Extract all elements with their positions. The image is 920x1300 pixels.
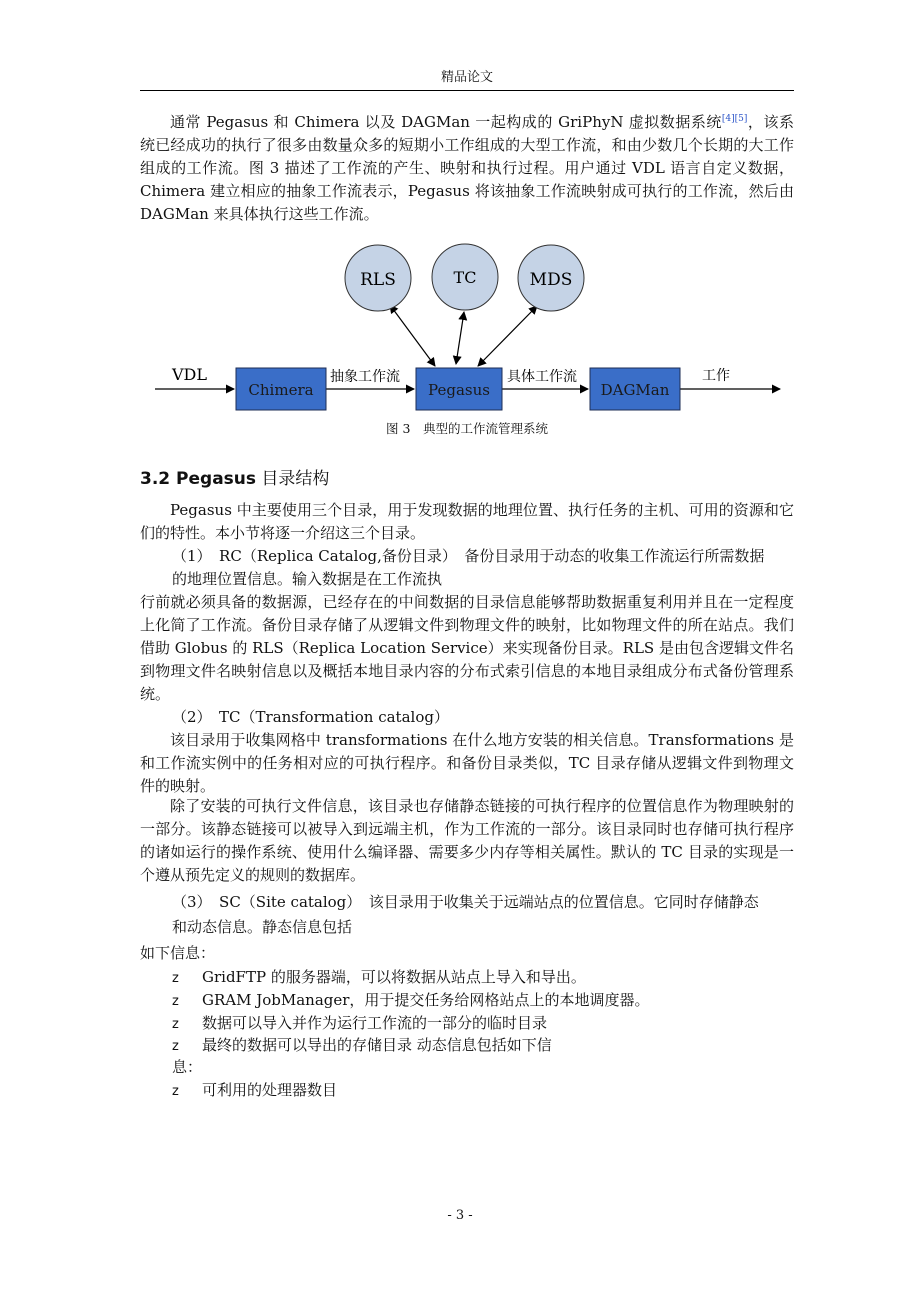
bullet-text: GRAM JobManager，用于提交任务给网格站点上的本地调度器。	[202, 991, 650, 1009]
bullet-text: 最终的数据可以导出的存储目录 动态信息包括如下信	[202, 1036, 552, 1054]
arrow-tc-pegasus	[456, 312, 464, 364]
intro-text-after: ，该系统已经成功的执行了很多由数量众多的短期小工作组成的大型工作流，和由少数几个长期的大工作组成的工作流。图 3 描述了工作流的产生、映射和执行过程。用户通过 VDL 语言自定义数据，Chimera 建立相应的抽象工作流表示，Pegasus 将该抽象工作流映射成可执行的工作流，然后由 DAGMan 来具体执行这些工作流。	[140, 113, 794, 223]
arrow-mds-pegasus	[478, 306, 537, 366]
circle-rls-label: RLS	[360, 270, 396, 290]
box-dagman	[590, 368, 680, 410]
bullet-mark: z	[172, 1017, 179, 1032]
bullet-mark: z	[172, 971, 179, 986]
circle-tc-label: TC	[453, 268, 477, 287]
list-item	[172, 966, 586, 990]
bullet-text: 可利用的处理器数目	[202, 1081, 338, 1099]
bullet-continuation: 息：	[172, 1058, 203, 1076]
list-item	[172, 1034, 552, 1058]
list-item	[172, 1079, 337, 1103]
rc-title-line-2: 的地理位置信息。输入数据是在工作流执	[172, 570, 443, 588]
tc-body-2: 除了安装的可执行文件信息，该目录也存储静态链接的可执行程序的位置信息作为物理映射的一部分。该静态链接可以被导入到远端主机，作为工作流的一部分。该目录同时也存储可执行程序的诸如运行的操作系统、使用什么编译器、需要多少内存等相关属性。默认的 TC 目录的实现是一个遵从预先定义的规则的数据库。	[140, 797, 794, 884]
citation-ref[interactable]: [4][5]	[721, 114, 748, 124]
circle-tc	[432, 244, 498, 310]
rc-body: 行前就必须具备的数据源，已经存在的中间数据的目录信息能够帮助数据重复利用并且在一定程度上化简了工作流。备份目录存储了从逻辑文件到物理文件的映射，比如物理文件的所在站点。我们借助 Globus 的 RLS（Replica Location Service）来实现备份目录。RLS 是由包含逻辑文件名到物理文件名映射信息以及概括本地目录内容的分布式索引信息的本地目录组成分布式备份管理系统。	[140, 593, 794, 703]
box-chimera	[236, 368, 326, 410]
circle-rls	[345, 245, 411, 311]
box-pegasus-label: Pegasus	[428, 381, 490, 399]
bullet-mark: z	[172, 1084, 179, 1099]
sc-title-line-3: 如下信息：	[140, 944, 216, 962]
bullet-text: GridFTP 的服务器端，可以将数据从站点上导入和导出。	[202, 968, 586, 986]
page-header: 精品论文	[140, 66, 794, 91]
edge-label-abstract: 抽象工作流	[330, 369, 400, 385]
box-dagman-label: DAGMan	[600, 381, 670, 399]
section-intro-paragraph: Pegasus 中主要使用三个目录，用于发现数据的地理位置、执行任务的主机、可用的资源和它们的特性。本小节将逐一介绍这三个目录。	[140, 501, 794, 542]
input-label-vdl: VDL	[172, 365, 208, 384]
output-label: 工作	[702, 368, 730, 384]
list-item	[172, 1012, 547, 1036]
workflow-diagram	[150, 240, 790, 415]
tc-title-line: （2） TC（Transformation catalog）	[172, 708, 449, 726]
section-number: 3.2 Pegasus	[140, 469, 257, 489]
figure-caption: 图 3 典型的工作流管理系统	[386, 421, 548, 436]
sc-title-line-2: 和动态信息。静态信息包括	[172, 918, 353, 936]
circle-mds-label: MDS	[529, 270, 573, 290]
intro-text-before: 通常 Pegasus 和 Chimera 以及 DAGMan 一起构成的 GriPhyN 虚拟数据系统	[170, 113, 722, 131]
bullet-mark: z	[172, 1039, 179, 1054]
list-item	[172, 989, 649, 1013]
rc-title-line: （1） RC（Replica Catalog,备份目录） 备份目录用于动态的收集工作流运行所需数据	[172, 547, 765, 565]
edge-label-concrete: 具体工作流	[507, 369, 577, 385]
bullet-text: 数据可以导入并作为运行工作流的一部分的临时目录	[202, 1014, 548, 1032]
bullet-mark: z	[172, 994, 179, 1009]
box-chimera-label: Chimera	[248, 381, 314, 399]
arrow-rls-pegasus	[390, 305, 435, 366]
sc-title-line: （3） SC（Site catalog） 该目录用于收集关于远端站点的位置信息。它同时存储静态	[172, 893, 759, 911]
box-pegasus	[416, 368, 502, 410]
circle-mds	[518, 245, 584, 311]
tc-body-1: 该目录用于收集网格中 transformations 在什么地方安装的相关信息。Transformations 是和工作流实例中的任务相对应的可执行程序。和备份目录类似，TC 目录存储从逻辑文件到物理文件的映射。	[140, 731, 794, 795]
intro-paragraph	[140, 111, 794, 226]
section-heading	[140, 467, 329, 491]
section-title: 目录结构	[256, 469, 330, 489]
page-number: - 3 -	[447, 1208, 473, 1223]
